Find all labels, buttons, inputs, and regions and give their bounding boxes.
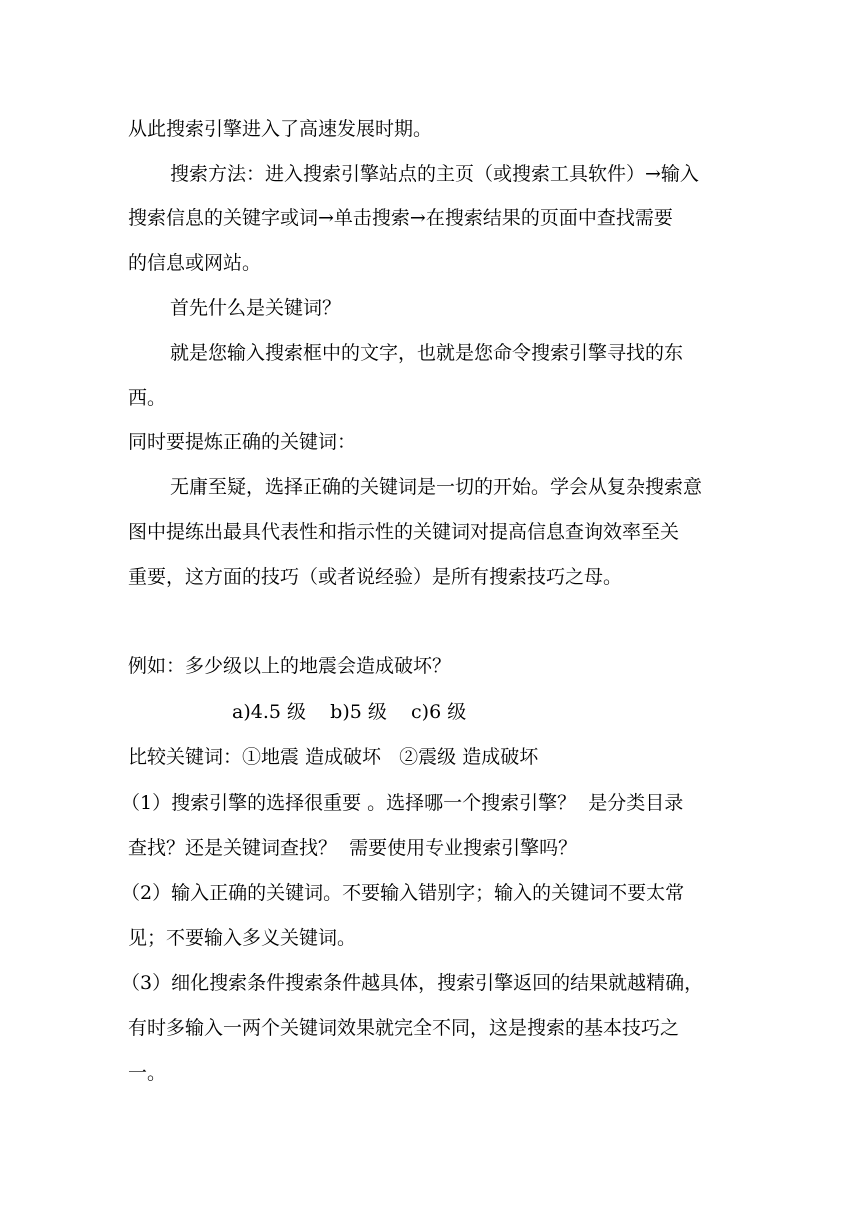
text-line-20: 有时多输入一两个关键词效果就完全不同，这是搜索的基本技巧之: [128, 1017, 680, 1039]
text-line-1: 从此搜索引擎进入了高速发展时期。: [128, 118, 433, 140]
answer-options: a)4.5 级 b)5 级 c)6 级: [232, 701, 467, 723]
text-line-11: 重要，这方面的技巧（或者说经验）是所有搜索技巧之母。: [128, 566, 623, 588]
text-line-17: （2）输入正确的关键词。不要输入错别字；输入的关键词不要太常: [121, 882, 685, 904]
text-line-10: 图中提练出最具代表性和指示性的关键词对提高信息查询效率至关: [128, 521, 680, 543]
text-line-14: 比较关键词：①地震 造成破坏 ②震级 造成破坏: [128, 746, 539, 768]
text-line-4: 的信息或网站。: [128, 252, 262, 274]
text-line-16: 查找？还是关键词查找？ 需要使用专业搜索引擎吗？: [128, 837, 578, 859]
text-line-3: 搜索信息的关键字或词→单击搜索→在搜索结果的页面中查找需要: [128, 207, 673, 229]
text-line-8: 同时要提炼正确的关键词：: [128, 431, 357, 453]
text-line-7: 西。: [128, 387, 167, 409]
text-line-5: 首先什么是关键词？: [170, 297, 342, 319]
text-line-18: 见；不要输入多义关键词。: [128, 927, 357, 949]
text-line-12: 例如：多少级以上的地震会造成破坏？: [128, 655, 452, 677]
text-line-21: 一。: [128, 1062, 167, 1084]
text-line-15: （1）搜索引擎的选择很重要 。选择哪一个搜索引擎？ 是分类目录: [121, 792, 684, 814]
text-line-19: （3）细化搜索条件搜索条件越具体，搜索引擎返回的结果就越精确，: [121, 972, 704, 994]
text-line-2: 搜索方法：进入搜索引擎站点的主页（或搜索工具软件）→输入: [170, 163, 699, 185]
text-line-9: 无庸至疑，选择正确的关键词是一切的开始。学会从复杂搜索意: [170, 476, 703, 498]
text-line-6: 就是您输入搜索框中的文字，也就是您命令搜索引擎寻找的东: [170, 342, 684, 364]
